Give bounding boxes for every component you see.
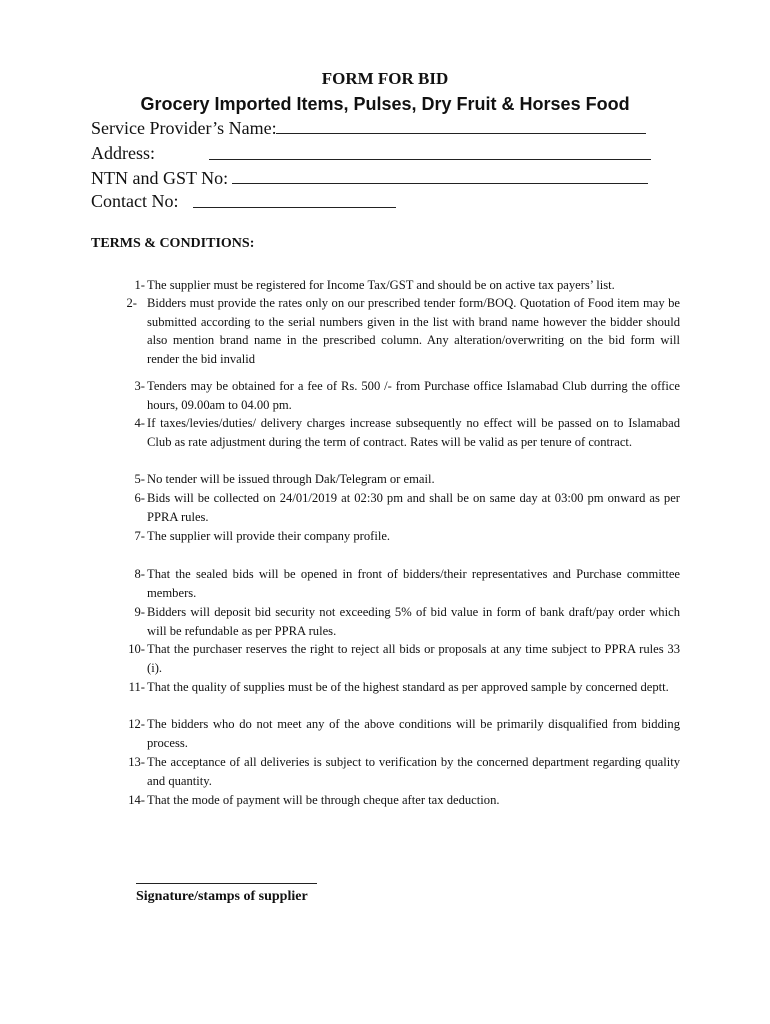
term-text: That the purchaser reserves the right to reject all bids or proposals at any time subject to PPRA rules 33 (i). <box>147 642 680 675</box>
signature-field[interactable] <box>136 883 317 884</box>
term-text: The supplier must be registered for Income Tax/GST and should be on active tax payers’ list. <box>147 278 615 292</box>
term-number: 10- <box>128 642 145 656</box>
term-text: No tender will be issued through Dak/Telegram or email. <box>147 472 435 486</box>
term-text: The bidders who do not meet any of the above conditions will be primarily disqualified from bidding process. <box>147 717 680 750</box>
term-text: If taxes/levies/duties/ delivery charges increase subsequently no effect will be passed on to Islamabad Club as rate adjustment during the term of contract. Rates will be valid as per tenure of contract. <box>147 416 680 449</box>
ntn-gst-field[interactable] <box>232 183 648 184</box>
term-number: 14- <box>128 793 145 807</box>
contact-label: Contact No: <box>91 191 179 211</box>
term-number: 5- <box>134 472 145 486</box>
form-subtitle: Grocery Imported Items, Pulses, Dry Fruit & Horses Food <box>140 94 630 114</box>
term-text: Bidders will deposit bid security not exceeding 5% of bid value in form of bank draft/pay order which will be refundable as per PPRA rules. <box>147 605 680 638</box>
form-title: FORM FOR BID <box>321 69 449 88</box>
term-number: 13- <box>128 755 145 769</box>
address-field[interactable] <box>209 159 651 160</box>
address-label: Address: <box>91 143 155 163</box>
term-text: The acceptance of all deliveries is subject to verification by the concerned department regarding quality and quantity. <box>147 755 680 788</box>
terms-heading: TERMS & CONDITIONS: <box>91 236 255 251</box>
term-text: Bidders must provide the rates only on our prescribed tender form/BOQ. Quotation of Food item may be submitted according to the serial numbers given in the list with brand name however the bidder should also mention brand name in the prescribed column. Any alteration/overwriting on the bid form will render the bid invalid <box>147 296 680 366</box>
term-text: That the sealed bids will be opened in front of bidders/their representatives and Purchase committee members. <box>147 567 680 600</box>
term-text: Bids will be collected on 24/01/2019 at 02:30 pm and shall be on same day at 03:00 pm onward as per PPRA rules. <box>147 491 680 524</box>
signature-label: Signature/stamps of supplier <box>136 889 308 904</box>
service-provider-label: Service Provider’s Name: <box>91 118 277 138</box>
term-number: 4- <box>134 416 145 430</box>
service-provider-field[interactable] <box>276 133 646 134</box>
term-text: That the quality of supplies must be of the highest standard as per approved sample by concerned deptt. <box>147 680 669 694</box>
term-number: 2- <box>126 296 137 310</box>
term-number: 8- <box>134 567 145 581</box>
term-number: 11- <box>128 680 145 694</box>
contact-field[interactable] <box>193 207 396 208</box>
term-number: 7- <box>134 529 145 543</box>
term-number: 12- <box>128 717 145 731</box>
term-number: 6- <box>134 491 145 505</box>
term-number: 1- <box>134 278 145 292</box>
term-text: Tenders may be obtained for a fee of Rs. 500 /- from Purchase office Islamabad Club durring the office hours, 09.00am to 04.00 pm. <box>147 379 680 412</box>
term-text: That the mode of payment will be through cheque after tax deduction. <box>147 793 500 807</box>
term-number: 3- <box>134 379 145 393</box>
ntn-gst-label: NTN and GST No: <box>91 168 229 188</box>
term-number: 9- <box>134 605 145 619</box>
term-text: The supplier will provide their company profile. <box>147 529 391 543</box>
